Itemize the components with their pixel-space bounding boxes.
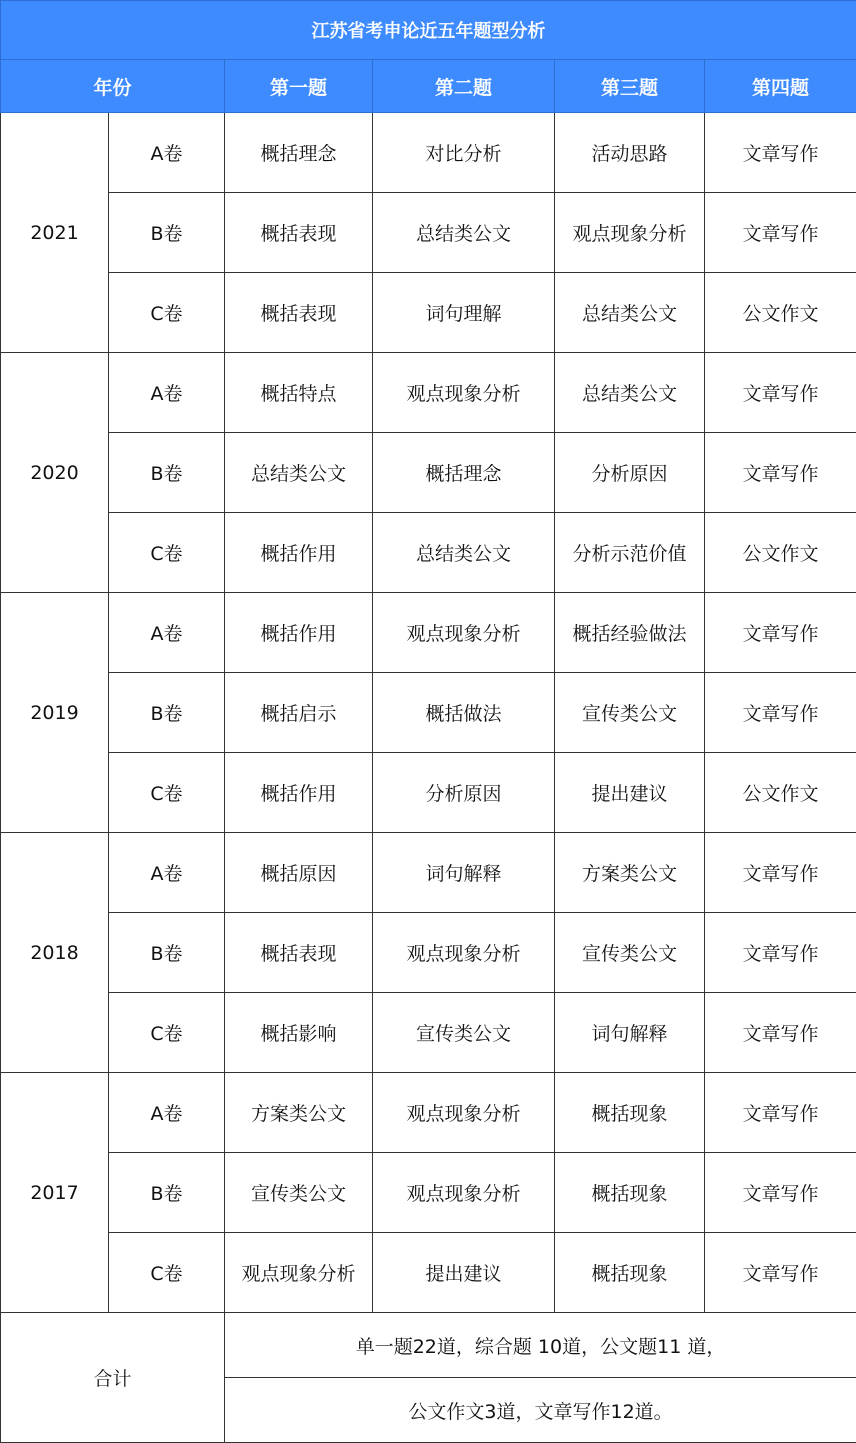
q4-cell: 文章写作 xyxy=(705,833,856,913)
q3-cell: 总结类公文 xyxy=(555,273,705,353)
q2-cell: 对比分析 xyxy=(373,113,555,193)
paper-cell: A卷 xyxy=(109,113,225,193)
header-q1: 第一题 xyxy=(225,60,373,113)
total-summary-line2: 公文作文3道，文章写作12道。 xyxy=(225,1378,856,1443)
paper-cell: A卷 xyxy=(109,593,225,673)
q3-cell: 提出建议 xyxy=(555,753,705,833)
table-row xyxy=(1,1233,856,1313)
total-label: 合计 xyxy=(1,1313,225,1443)
q4-cell: 文章写作 xyxy=(705,1073,856,1153)
paper-cell: C卷 xyxy=(109,513,225,593)
q1-cell: 总结类公文 xyxy=(225,433,373,513)
q1-cell: 概括理念 xyxy=(225,113,373,193)
q2-cell: 总结类公文 xyxy=(373,513,555,593)
table-row xyxy=(1,1073,856,1153)
q4-cell: 文章写作 xyxy=(705,993,856,1073)
table-body xyxy=(1,113,856,1443)
q3-cell: 观点现象分析 xyxy=(555,193,705,273)
q4-cell: 文章写作 xyxy=(705,353,856,433)
q1-cell: 概括原因 xyxy=(225,833,373,913)
q1-cell: 概括作用 xyxy=(225,753,373,833)
q4-cell: 公文作文 xyxy=(705,273,856,353)
header-q2: 第二题 xyxy=(373,60,555,113)
q2-cell: 观点现象分析 xyxy=(373,1153,555,1233)
paper-cell: C卷 xyxy=(109,1233,225,1313)
q3-cell: 宣传类公文 xyxy=(555,673,705,753)
table-row xyxy=(1,513,856,593)
table-row xyxy=(1,433,856,513)
total-row xyxy=(1,1313,856,1378)
q4-cell: 文章写作 xyxy=(705,913,856,993)
year-cell: 2018 xyxy=(1,833,109,1073)
paper-cell: B卷 xyxy=(109,1153,225,1233)
paper-cell: B卷 xyxy=(109,193,225,273)
q2-cell: 宣传类公文 xyxy=(373,993,555,1073)
q3-cell: 分析原因 xyxy=(555,433,705,513)
q1-cell: 概括影响 xyxy=(225,993,373,1073)
table-row xyxy=(1,833,856,913)
paper-cell: A卷 xyxy=(109,353,225,433)
table-row xyxy=(1,193,856,273)
q4-cell: 文章写作 xyxy=(705,193,856,273)
paper-cell: B卷 xyxy=(109,913,225,993)
table-row xyxy=(1,1153,856,1233)
q4-cell: 文章写作 xyxy=(705,1153,856,1233)
header-q3: 第三题 xyxy=(555,60,705,113)
q2-cell: 总结类公文 xyxy=(373,193,555,273)
table-row xyxy=(1,993,856,1073)
q2-cell: 概括理念 xyxy=(373,433,555,513)
year-cell: 2021 xyxy=(1,113,109,353)
q1-cell: 方案类公文 xyxy=(225,1073,373,1153)
q4-cell: 文章写作 xyxy=(705,1233,856,1313)
paper-cell: C卷 xyxy=(109,273,225,353)
q3-cell: 宣传类公文 xyxy=(555,913,705,993)
q1-cell: 概括作用 xyxy=(225,513,373,593)
q2-cell: 观点现象分析 xyxy=(373,593,555,673)
q1-cell: 观点现象分析 xyxy=(225,1233,373,1313)
table-title: 江苏省考申论近五年题型分析 xyxy=(1,1,856,60)
q1-cell: 概括特点 xyxy=(225,353,373,433)
q2-cell: 概括做法 xyxy=(373,673,555,753)
q1-cell: 宣传类公文 xyxy=(225,1153,373,1233)
table-row xyxy=(1,353,856,433)
paper-cell: C卷 xyxy=(109,993,225,1073)
q3-cell: 概括现象 xyxy=(555,1073,705,1153)
q3-cell: 分析示范价值 xyxy=(555,513,705,593)
year-cell: 2019 xyxy=(1,593,109,833)
year-cell: 2017 xyxy=(1,1073,109,1313)
q1-cell: 概括表现 xyxy=(225,913,373,993)
q2-cell: 提出建议 xyxy=(373,1233,555,1313)
q2-cell: 词句解释 xyxy=(373,833,555,913)
q2-cell: 观点现象分析 xyxy=(373,1073,555,1153)
q2-cell: 观点现象分析 xyxy=(373,353,555,433)
q4-cell: 文章写作 xyxy=(705,113,856,193)
q1-cell: 概括启示 xyxy=(225,673,373,753)
q2-cell: 观点现象分析 xyxy=(373,913,555,993)
q3-cell: 概括现象 xyxy=(555,1153,705,1233)
header-year: 年份 xyxy=(1,60,225,113)
q3-cell: 词句解释 xyxy=(555,993,705,1073)
year-cell: 2020 xyxy=(1,353,109,593)
q3-cell: 方案类公文 xyxy=(555,833,705,913)
q2-cell: 词句理解 xyxy=(373,273,555,353)
q4-cell: 公文作文 xyxy=(705,753,856,833)
table-row xyxy=(1,593,856,673)
q3-cell: 总结类公文 xyxy=(555,353,705,433)
table-row xyxy=(1,913,856,993)
table-row xyxy=(1,273,856,353)
paper-cell: B卷 xyxy=(109,673,225,753)
paper-cell: B卷 xyxy=(109,433,225,513)
paper-cell: C卷 xyxy=(109,753,225,833)
table-row xyxy=(1,673,856,753)
table-row xyxy=(1,753,856,833)
q3-cell: 概括经验做法 xyxy=(555,593,705,673)
paper-cell: A卷 xyxy=(109,833,225,913)
q4-cell: 文章写作 xyxy=(705,593,856,673)
q4-cell: 文章写作 xyxy=(705,673,856,753)
q3-cell: 概括现象 xyxy=(555,1233,705,1313)
header-q4: 第四题 xyxy=(705,60,856,113)
q4-cell: 公文作文 xyxy=(705,513,856,593)
q3-cell: 活动思路 xyxy=(555,113,705,193)
q4-cell: 文章写作 xyxy=(705,433,856,513)
q1-cell: 概括作用 xyxy=(225,593,373,673)
table-row xyxy=(1,113,856,193)
paper-cell: A卷 xyxy=(109,1073,225,1153)
q1-cell: 概括表现 xyxy=(225,193,373,273)
q1-cell: 概括表现 xyxy=(225,273,373,353)
total-summary-line1: 单一题22道，综合题 10道，公文题11 道， xyxy=(225,1313,856,1378)
q2-cell: 分析原因 xyxy=(373,753,555,833)
